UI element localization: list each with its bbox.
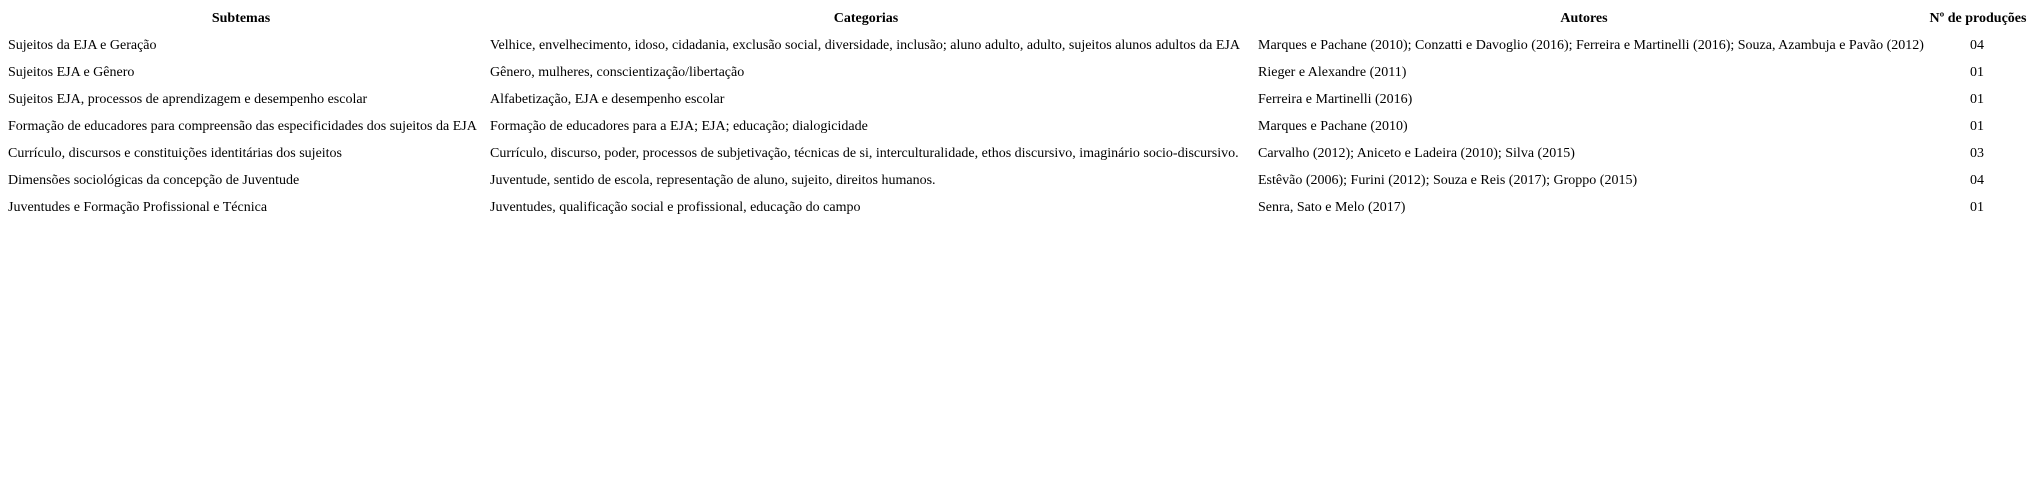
categorias-cell: Juventude, sentido de escola, representação de aluno, sujeito, direitos humanos. [490, 172, 936, 188]
subtema-cell: Sujeitos EJA e Gênero [8, 64, 135, 80]
table-row [0, 194, 2038, 221]
subtema-cell: Formação de educadores para compreensão das especificidades dos sujeitos da EJA [8, 118, 477, 134]
autores-cell: Senra, Sato e Melo (2017) [1258, 199, 1406, 215]
subtema-cell: Dimensões sociológicas da concepção de Juventude [8, 172, 300, 188]
subtemas-table [0, 6, 2038, 221]
categorias-cell: Velhice, envelhecimento, idoso, cidadania, exclusão social, diversidade, inclusão; aluno adulto, adulto, sujeitos alunos adultos da EJA [490, 37, 1240, 53]
categorias-cell: Gênero, mulheres, conscientização/libertação [490, 64, 745, 80]
producoes-cell: 01 [1970, 64, 1984, 80]
header-producoes: Nº de produções [1929, 11, 2027, 26]
table-row [0, 167, 2038, 194]
producoes-cell: 04 [1970, 37, 1984, 53]
producoes-cell: 04 [1970, 172, 1984, 188]
categorias-cell: Formação de educadores para a EJA; EJA; educação; dialogicidade [490, 118, 868, 134]
table-row [0, 32, 2038, 59]
categorias-cell: Alfabetização, EJA e desempenho escolar [490, 91, 725, 107]
subtema-cell: Sujeitos da EJA e Geração [8, 37, 157, 53]
header-row [0, 6, 2038, 32]
producoes-cell: 01 [1970, 199, 1984, 215]
autores-cell: Carvalho (2012); Aniceto e Ladeira (2010); Silva (2015) [1258, 145, 1575, 161]
table-row [0, 59, 2038, 86]
header-categorias: Categorias [833, 11, 899, 26]
autores-cell: Estêvão (2006); Furini (2012); Souza e Reis (2017); Groppo (2015) [1258, 172, 1638, 188]
table-row [0, 140, 2038, 167]
producoes-cell: 01 [1970, 91, 1984, 107]
autores-cell: Rieger e Alexandre (2011) [1258, 64, 1407, 80]
subtema-cell: Juventudes e Formação Profissional e Técnica [8, 199, 268, 215]
categorias-cell: Currículo, discurso, poder, processos de subjetivação, técnicas de si, interculturalidade, ethos discursivo, imaginário socio-discursivo. [490, 145, 1239, 161]
subtema-cell: Sujeitos EJA, processos de aprendizagem e desempenho escolar [8, 91, 368, 107]
producoes-cell: 03 [1970, 145, 1984, 161]
table-row [0, 86, 2038, 113]
autores-cell: Marques e Pachane (2010) [1258, 118, 1408, 134]
header-subtemas: Subtemas [211, 11, 271, 26]
producoes-cell: 01 [1970, 118, 1984, 134]
header-autores: Autores [1560, 11, 1608, 26]
categorias-cell: Juventudes, qualificação social e profissional, educação do campo [490, 199, 861, 215]
table-row [0, 113, 2038, 140]
autores-cell: Ferreira e Martinelli (2016) [1258, 91, 1413, 107]
subtema-cell: Currículo, discursos e constituições identitárias dos sujeitos [8, 145, 343, 161]
autores-cell: Marques e Pachane (2010); Conzatti e Davoglio (2016); Ferreira e Martinelli (2016); Souza, Azambuja e Pavão (2012) [1258, 37, 1924, 53]
